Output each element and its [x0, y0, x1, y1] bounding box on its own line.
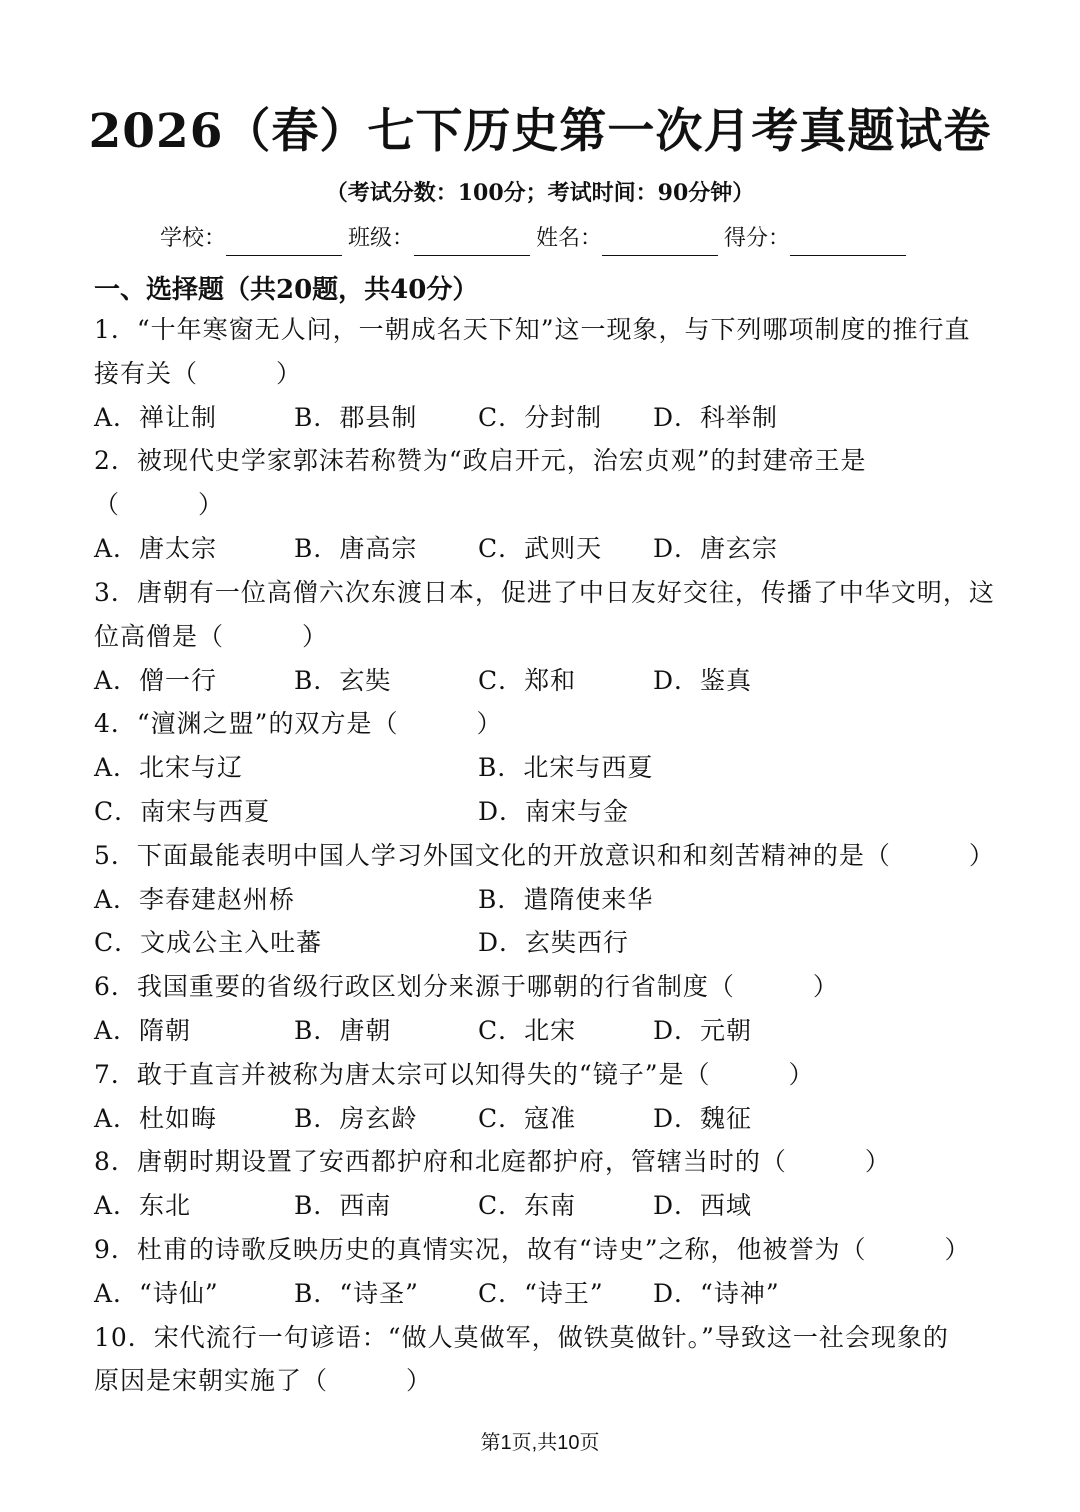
q9-option-c: C．“诗王” [478, 1279, 604, 1308]
q2-option-d: D．唐玄宗 [653, 534, 779, 563]
q5-option-b: B．遣隋使来华 [478, 885, 654, 914]
q8-option-c: C．东南 [478, 1191, 577, 1220]
q3-option-c: C．郑和 [478, 666, 577, 695]
section-title: 一、选择题（共20题，共40分） [94, 275, 479, 305]
q4-option-a: A．北宋与辽 [94, 753, 244, 782]
q3-option-a: A．僧一行 [94, 666, 218, 695]
exam-subtitle: （考试分数：100分；考试时间：90分钟） [325, 180, 755, 206]
q6-option-b: B．唐朝 [294, 1016, 392, 1045]
question-10-line-2: 原因是宋朝实施了（ ） [94, 1366, 433, 1395]
question-9-line-1: 9．杜甫的诗歌反映历史的真情实况，故有“诗史”之称，他被誉为（ ） [94, 1235, 971, 1264]
q4-option-d: D．南宋与金 [478, 797, 630, 826]
class-blank[interactable] [414, 231, 530, 256]
question-2-line-2: （ ） [94, 490, 225, 519]
name-blank[interactable] [602, 231, 718, 256]
exam-title: 2026（春）七下历史第一次月考真题试卷 [88, 104, 992, 159]
score-label: 得分： [724, 226, 791, 251]
question-4-line-1: 4．“澶渊之盟”的双方是（ ） [94, 709, 503, 738]
q9-option-d: D．“诗神” [653, 1279, 780, 1308]
score-blank[interactable] [790, 231, 906, 256]
question-3-line-2: 位高僧是（ ） [94, 622, 329, 651]
question-3-line-1: 3．唐朝有一位高僧六次东渡日本，促进了中日友好交往，传播了中华文明，这 [94, 578, 995, 607]
page-number: 第1页,共10页 [480, 1432, 600, 1454]
q7-option-a: A．杜如晦 [94, 1104, 218, 1133]
question-2-line-1: 2．被现代史学家郭沫若称赞为“政启开元，治宏贞观”的封建帝王是 [94, 446, 867, 475]
q6-option-d: D．元朝 [653, 1016, 753, 1045]
class-label: 班级： [348, 226, 415, 251]
school-blank[interactable] [226, 231, 342, 256]
q7-option-d: D．魏征 [653, 1104, 753, 1133]
question-6-line-1: 6．我国重要的省级行政区划分来源于哪朝的行省制度（ ） [94, 972, 839, 1001]
q2-option-c: C．武则天 [478, 534, 603, 563]
q5-option-a: A．李春建赵州桥 [94, 885, 296, 914]
question-1-line-2: 接有关（ ） [94, 359, 303, 388]
q3-option-b: B．玄奘 [294, 666, 392, 695]
q7-option-b: B．房玄龄 [294, 1104, 418, 1133]
q1-option-a: A．禅让制 [94, 403, 218, 432]
q2-option-a: A．唐太宗 [94, 534, 218, 563]
question-1-line-1: 1．“十年寒窗无人问，一朝成名天下知”这一现象，与下列哪项制度的推行直 [94, 315, 971, 344]
name-label: 姓名： [536, 226, 603, 251]
q5-option-d: D．玄奘西行 [478, 928, 630, 957]
q4-option-c: C．南宋与西夏 [94, 797, 271, 826]
q8-option-a: A．东北 [94, 1191, 192, 1220]
q9-option-a: A．“诗仙” [94, 1279, 219, 1308]
q6-option-a: A．隋朝 [94, 1016, 192, 1045]
q7-option-c: C．寇准 [478, 1104, 577, 1133]
q5-option-c: C．文成公主入吐蕃 [94, 928, 323, 957]
school-label: 学校： [160, 226, 227, 251]
q1-option-d: D．科举制 [653, 403, 779, 432]
student-info-row [160, 222, 960, 256]
q1-option-b: B．郡县制 [294, 403, 418, 432]
question-10-line-1: 10．宋代流行一句谚语：“做人莫做军，做铁莫做针。”导致这一社会现象的 [94, 1323, 949, 1352]
question-7-line-1: 7．敢于直言并被称为唐太宗可以知得失的“镜子”是（ ） [94, 1060, 815, 1089]
q4-option-b: B．北宋与西夏 [478, 753, 654, 782]
q1-option-c: C．分封制 [478, 403, 603, 432]
q9-option-b: B．“诗圣” [294, 1279, 419, 1308]
q8-option-d: D．西域 [653, 1191, 753, 1220]
question-8-line-1: 8．唐朝时期设置了安西都护府和北庭都护府，管辖当时的（ ） [94, 1147, 891, 1176]
q8-option-b: B．西南 [294, 1191, 392, 1220]
q2-option-b: B．唐高宗 [294, 534, 418, 563]
question-5-line-1: 5．下面最能表明中国人学习外国文化的开放意识和和刻苦精神的是（ ） [94, 841, 995, 870]
q6-option-c: C．北宋 [478, 1016, 577, 1045]
q3-option-d: D．鉴真 [653, 666, 753, 695]
